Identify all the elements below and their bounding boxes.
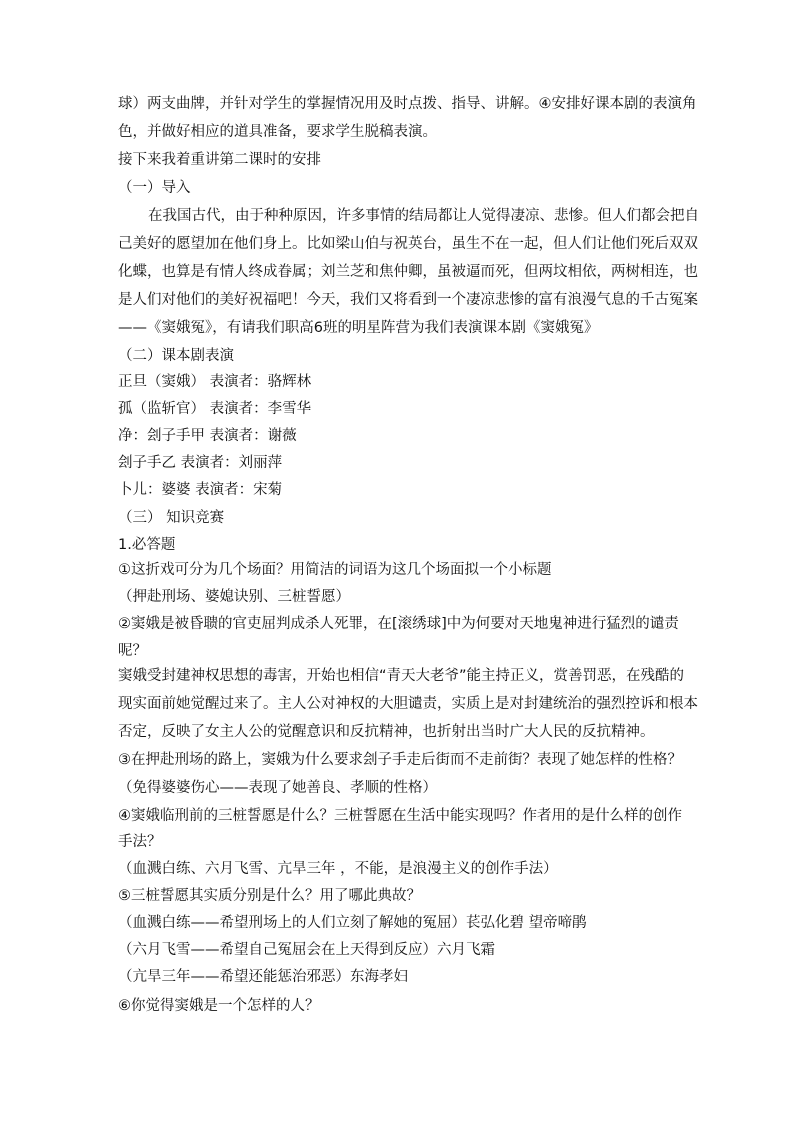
cast-line: 孤（监斩官） 表演者：李雪华 [118,401,312,417]
cast-line: 刽子手乙 表演者：刘丽萍 [118,455,283,471]
paragraph-line: ——《窦娥冤》，有请我们职高6班的明星阵营为我们表演课本剧《窦娥冤》 [118,320,599,336]
question-line: 呢？ [118,643,147,659]
section-heading: （三） 知识竞赛 [118,510,225,526]
question-line: ①这折戏可分为几个场面？用简洁的词语为这几个场面拟一个小标题 [118,562,552,578]
question-line: ⑤三桩誓愿其实质分别是什么？用了哪此典故？ [118,888,421,904]
question-line: ③在押赴刑场的路上，窦娥为什么要求刽子手走后街而不走前街？表现了她怎样的性格？ [118,752,682,768]
answer-line: 否定，反映了女主人公的觉醒意识和反抗精神，也折射出当时广大人民的反抗精神。 [118,724,655,740]
answer-line: （血溅白练、六月飞雪、亢旱三年 ，不能，是浪漫主义的创作手法） [118,861,558,877]
answer-line: 窦娥受封建神权思想的毒害，开始也相信“青天大老爷”能主持正义，赏善罚恶，在残酷的 [118,668,685,684]
text-line: 色，并做好相应的道具准备，要求学生脱稿表演。 [118,124,437,140]
text-line: 接下来我着重讲第二课时的安排 [118,152,321,168]
question-line: ⑥你觉得窦娥是一个怎样的人？ [118,998,320,1014]
paragraph-line: 在我国古代，由于种种原因，许多事情的结局都让人觉得凄凉、悲惨。但人们都会把自 [148,208,699,224]
paragraph-line: 是人们对他们的美好祝福吧！今天，我们又将看到一个凄凉悲惨的富有浪漫气息的千古冤案 [118,292,698,308]
text-line: 球）两支曲牌，并针对学生的掌握情况用及时点拨、指导、讲解。④安排好课本剧的表演角 [118,96,697,112]
cast-line: 净：刽子手甲 表演者：谢薇 [118,428,297,444]
question-line: 手法？ [118,834,162,850]
answer-line: （免得婆婆伤心——表现了她善良、孝顺的性格） [118,780,437,796]
cast-line: 正旦（窦娥） 表演者：骆辉林 [118,374,312,390]
section-heading: （二）课本剧表演 [118,348,234,364]
question-line: ②窦娥是被昏聩的官吏屈判成杀人死罪，在[滚绣球]中为何要对天地鬼神进行猛烈的谴责 [118,616,679,632]
paragraph-line: 化蝶，也算是有情人终成眷属；刘兰芝和焦仲卿，虽被逼而死，但两坟相依，两树相连，也 [118,264,698,280]
subheading: 1.必答题 [118,537,176,553]
answer-line: （押赴刑场、婆媳诀别、三桩誓愿） [118,589,350,605]
cast-line: 卜儿：婆婆 表演者：宋菊 [118,482,283,498]
answer-line: （亢旱三年——希望还能惩治邪恶）东海孝妇 [118,969,408,985]
answer-line: 现实面前她觉醒过来了。主人公对神权的大胆谴责，实质上是对封建统治的强烈控诉和根本 [118,696,698,712]
question-line: ④窦娥临刑前的三桩誓愿是什么？三桩誓愿在生活中能实现吗？作者用的是什么样的创作 [118,808,682,824]
answer-line: （血溅白练——希望刑场上的人们立刻了解她的冤屈）苌弘化碧 望帝啼鹃 [118,915,587,931]
paragraph-line: 己美好的愿望加在他们身上。比如梁山伯与祝英台，虽生不在一起，但人们让他们死后双双 [118,236,698,252]
section-heading: （一）导入 [118,180,191,196]
answer-line: （六月飞雪——希望自己冤屈会在上天得到反应）六月飞霜 [118,942,495,958]
